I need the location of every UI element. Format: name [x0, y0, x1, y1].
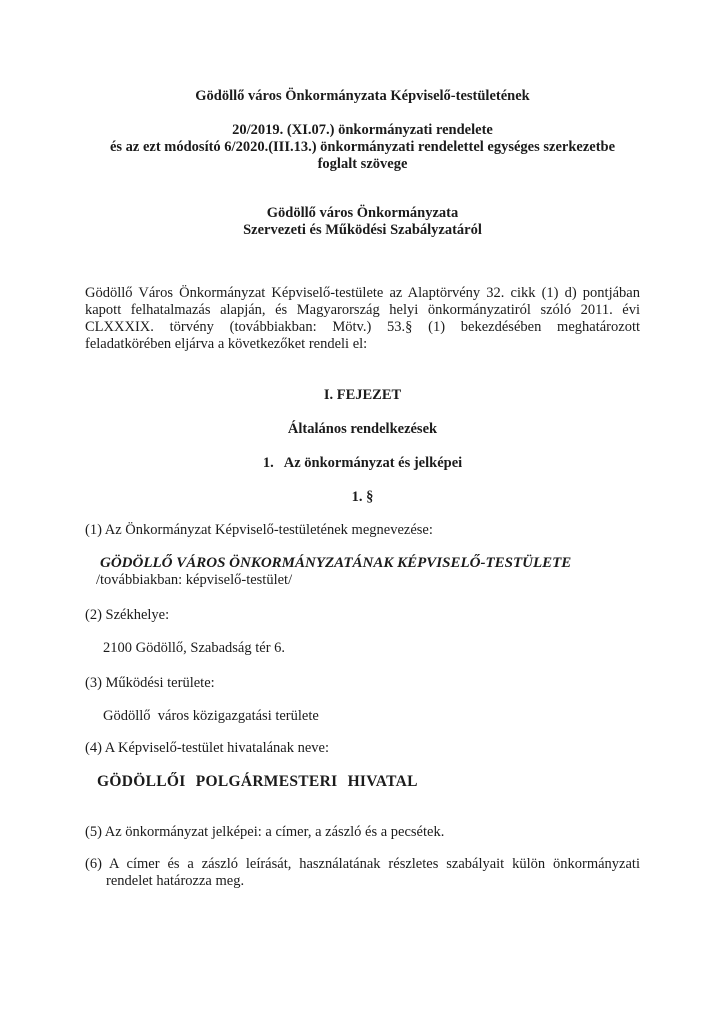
preamble-paragraph: [85, 285, 640, 353]
chapter-title-heading: Általános rendelkezések: [287, 421, 438, 437]
item-1-label: (1) Az Önkormányzat Képviselő-testületének megnevezése:: [85, 522, 433, 538]
preamble-line-4: feladatkörében eljárva a következőket rendeli el:: [85, 336, 368, 352]
item-4-label: (4) A Képviselő-testület hivatalának neve:: [85, 740, 330, 756]
item-6-line-1: (6) A címer és a zászló leírását, használatának részletes szabályait külön önkormányzati: [85, 856, 640, 872]
preamble-line-3: CLXXXIX. törvény (továbbiakban: Mötv.) 53.§ (1) bekezdésében meghatározott: [85, 319, 640, 335]
subject-line-2: Szervezeti és Működési Szabályzatáról: [243, 222, 482, 238]
chapter-number-heading: I. FEJEZET: [323, 387, 402, 403]
preamble-line-1: Gödöllő Város Önkormányzat Képviselő-testülete az Alaptörvény 32. cikk (1) d) pontjában: [85, 285, 640, 301]
item-4-office-name: GÖDÖLLŐI POLGÁRMESTERI HIVATAL: [97, 773, 418, 790]
preamble-line-2: kapott felhatalmazás alapján, és Magyarország helyi önkormányzatiról szóló 2011. évi: [85, 302, 640, 318]
item-2-address: 2100 Gödöllő, Szabadság tér 6.: [103, 640, 286, 656]
item-1-alias: /továbbiakban: képviselő-testület/: [96, 572, 293, 588]
decree-subject-block: [85, 205, 640, 239]
decree-consolidated-line: foglalt szövege: [317, 156, 408, 172]
item-3-territory: Gödöllő város közigazgatási területe: [103, 708, 319, 724]
item-6-paragraph: [85, 856, 640, 890]
decree-number-line: 20/2019. (XI.07.) önkormányzati rendelete: [232, 122, 493, 138]
paragraph-mark: 1. §: [351, 489, 374, 505]
item-2-label: (2) Székhelye:: [85, 607, 170, 623]
item-6-line-2: rendelet határozza meg.: [106, 873, 245, 889]
section-title-heading: 1. Az önkormányzat és jelképei: [262, 455, 463, 471]
item-3-label: (3) Működési területe:: [85, 675, 215, 691]
decree-amendment-line: és az ezt módosító 6/2020.(III.13.) önkormányzati rendelettel egységes szerkezetbe: [109, 139, 616, 155]
subject-line-1: Gödöllő város Önkormányzata: [266, 205, 459, 221]
doc-title: Gödöllő város Önkormányzata Képviselő-testületének: [195, 88, 530, 104]
decree-title-block: [85, 122, 640, 173]
item-5-text: (5) Az önkormányzat jelképei: a címer, a zászló és a pecsétek.: [85, 824, 445, 840]
item-1-council-name: GÖDÖLLŐ VÁROS ÖNKORMÁNYZATÁNAK KÉPVISELŐ-TESTÜLETE: [100, 555, 572, 571]
